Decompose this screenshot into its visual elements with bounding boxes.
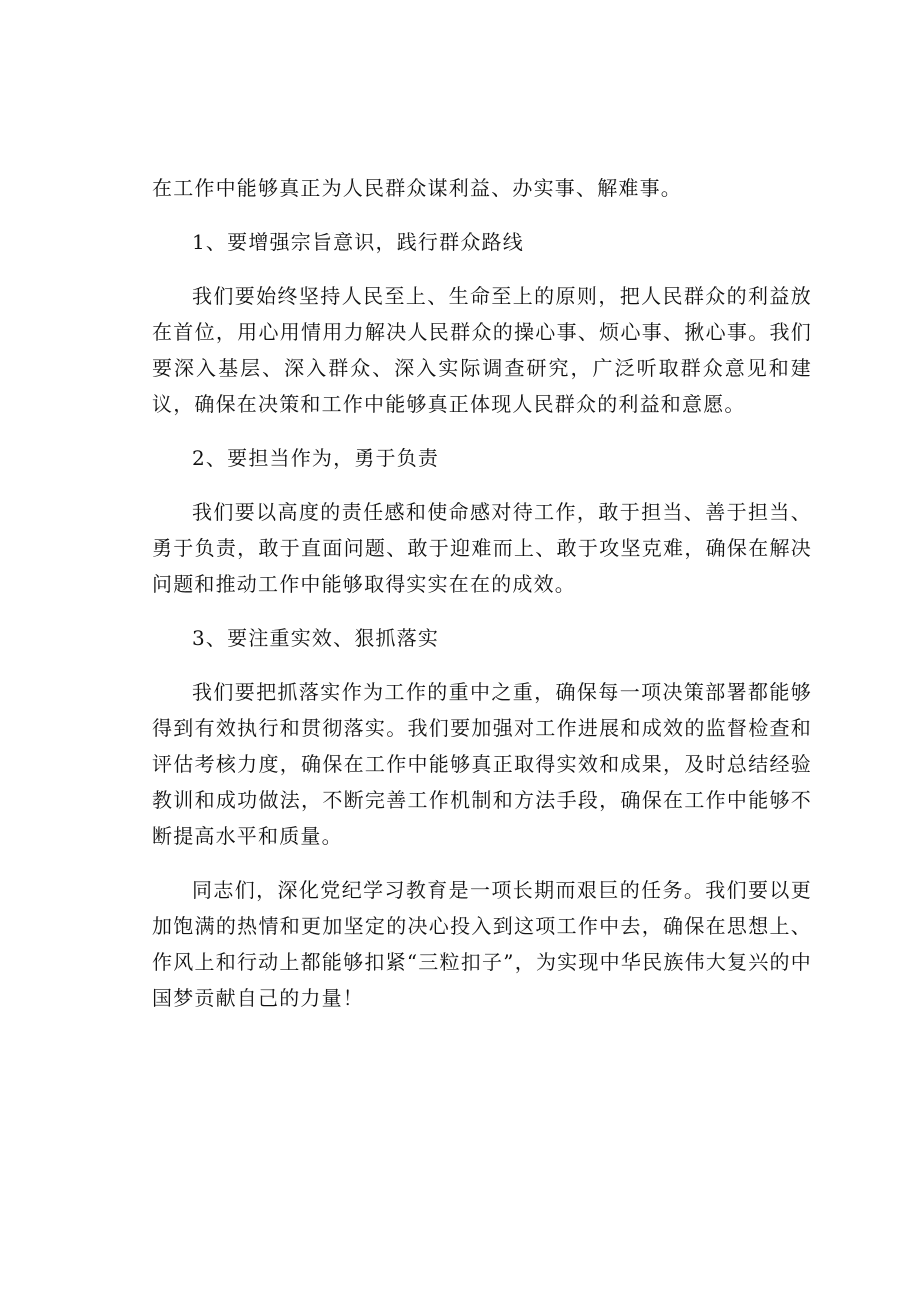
lead-paragraph: 在工作中能够真正为人民群众谋利益、办实事、解难事。 xyxy=(152,176,682,200)
section-body-3: 我们要把抓落实作为工作的重中之重，确保每一项决策部署都能够得到有效执行和贯彻落实。我们要加强对工作进展和成效的监督检查和评估考核力度，确保在工作中能够真正取得实效和成果，及时总结经验教训和成功做法，不断完善工作机制和方法手段，确保在工作中能够不断提高水平和质量。 xyxy=(152,680,812,848)
section-body-1: 我们要始终坚持人民至上、生命至上的原则，把人民群众的利益放在首位，用心用情用力解决人民群众的操心事、烦心事、揪心事。我们要深入基层、深入群众、深入实际调查研究，广泛听取群众意见和建议，确保在决策和工作中能够真正体现人民群众的利益和意愿。 xyxy=(152,284,812,416)
closing-paragraph: 同志们，深化党纪学习教育是一项长期而艰巨的任务。我们要以更加饱满的热情和更加坚定的决心投入到这项工作中去，确保在思想上、作风上和行动上都能够扣紧“三粒扣子”，为实现中华民族伟大复兴的中国梦贡献自己的力量！ xyxy=(152,878,812,1010)
section-body-2: 我们要以高度的责任感和使命感对待工作，敢于担当、善于担当、勇于负责，敢于直面问题、敢于迎难而上、敢于攻坚克难，确保在解决问题和推动工作中能够取得实实在在的成效。 xyxy=(152,500,812,596)
section-heading-2: 2、要担当作为，勇于负责 xyxy=(192,446,440,470)
document-body xyxy=(152,170,812,1034)
section-heading-3: 3、要注重实效、狠抓落实 xyxy=(192,626,440,650)
section-heading-1: 1、要增强宗旨意识，践行群众路线 xyxy=(192,230,524,254)
